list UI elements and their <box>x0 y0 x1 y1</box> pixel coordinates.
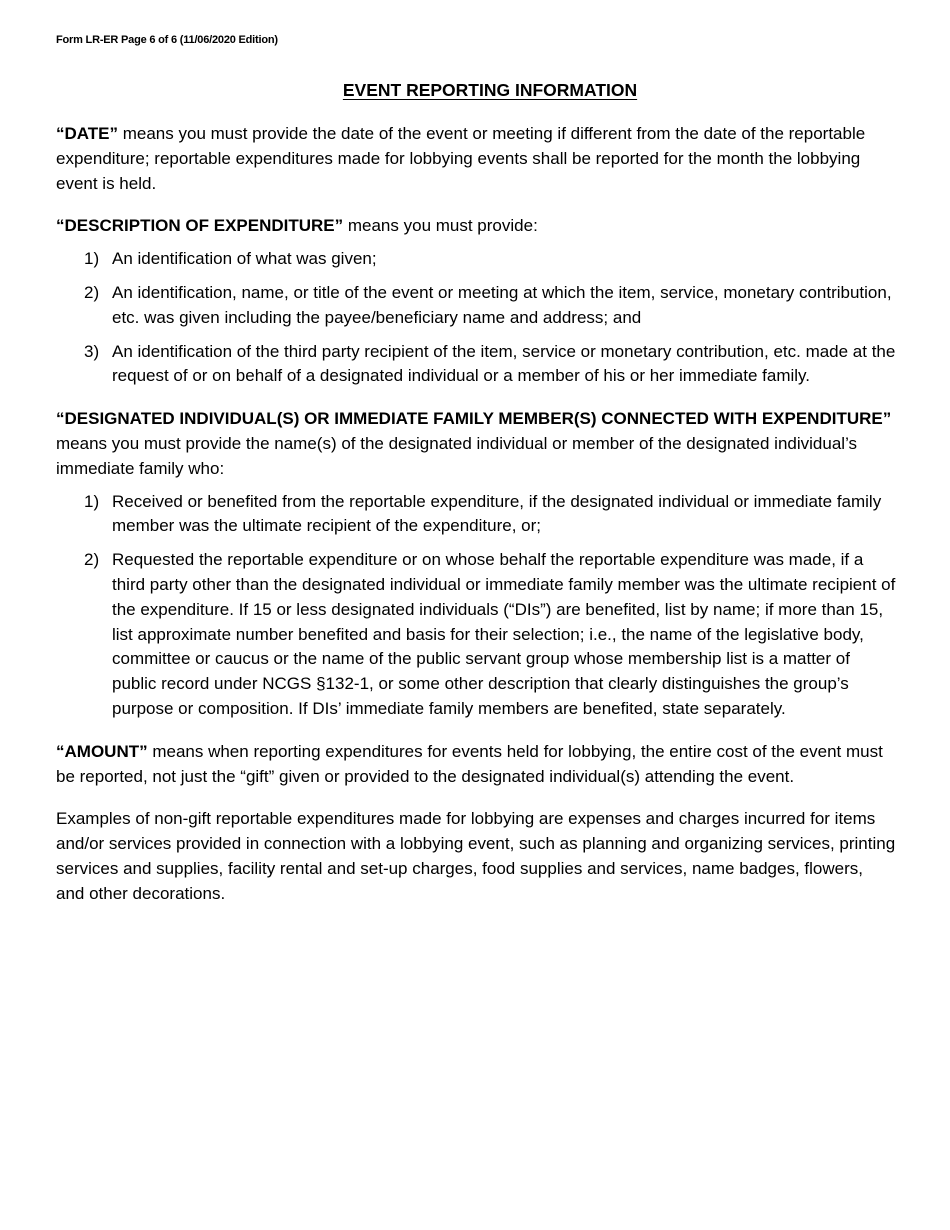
date-definition <box>56 122 896 196</box>
description-text: means you must provide: <box>343 216 538 236</box>
date-text: means you must provide the date of the event or meeting if different from the date of the reportable expenditure; reportable expenditures made for lobbying events shall be reported for the month the lobbying event is held. <box>56 124 866 193</box>
list-text: Received or benefited from the reportable expenditure, if the designated individual or immediate family member was the ultimate recipient of the expenditure, or; <box>112 491 882 536</box>
amount-definition <box>56 740 896 790</box>
amount-text: means when reporting expenditures for events held for lobbying, the entire cost of the event must be reported, not just the “gift” given or provided to the designated individual(s) attending the event. <box>56 741 883 786</box>
list-text: An identification, name, or title of the event or meeting at which the item, service, monetary contribution, etc. was given including the payee/beneficiary name and address; and <box>112 282 892 327</box>
list-text: An identification of the third party recipient of the item, service or monetary contribution, etc. made at the request of or on behalf of a designated individual or a member of his or her immediate family. <box>112 341 896 386</box>
list-number: 2) <box>84 282 100 302</box>
list-text: Requested the reportable expenditure or on whose behalf the reportable expenditure was made, if a third party other than the designated individual or immediate family member was the ultimate recipient of the expenditure. If 15 or less designated individuals (“DIs”) are benefited, list by name; if more than 15, list approximate number benefited and basis for their selection; i.e., the name of the legislative body, committee or caucus or the name of the public servant group whose membership list is a matter of public record under NCGS §132-1, or some other description that clearly distinguishes the group’s purpose or composition. If DIs’ immediate family members are benefited, state separately. <box>112 550 896 718</box>
designated-definition <box>56 407 896 481</box>
description-list <box>56 247 896 389</box>
designated-list <box>56 490 896 722</box>
date-term: “DATE” <box>56 124 119 143</box>
designated-text: means you must provide the name(s) of the designated individual or member of the designated individual’s immediate family who: <box>56 433 858 478</box>
designated-term: “DESIGNATED INDIVIDUAL(S) OR IMMEDIATE FAMILY MEMBER(S) CONNECTED WITH EXPENDITURE” <box>56 409 892 429</box>
description-term: “DESCRIPTION OF EXPENDITURE” <box>56 216 344 236</box>
list-item <box>56 281 896 331</box>
list-number: 1) <box>84 491 100 511</box>
list-text: An identification of what was given; <box>112 249 377 269</box>
form-identifier: Form LR-ER Page 6 of 6 (11/06/2020 Edition) <box>56 34 278 46</box>
amount-term: “AMOUNT” <box>56 741 148 761</box>
list-item <box>56 247 896 272</box>
examples-paragraph: Examples of non-gift reportable expenditures made for lobbying are expenses and charges incurred for items and/or services provided in connection with a lobbying event, such as planning and organizing services, printing services and supplies, facility rental and set-up charges, food supplies and services, name badges, flowers, and other decorations. <box>56 809 896 903</box>
document-body <box>56 122 896 925</box>
page-title: EVENT REPORTING INFORMATION <box>342 80 638 100</box>
list-number: 2) <box>84 550 100 570</box>
list-item <box>56 490 896 540</box>
list-number: 1) <box>84 249 100 269</box>
list-number: 3) <box>84 341 100 361</box>
list-item <box>56 340 896 390</box>
description-definition <box>56 214 896 239</box>
list-item <box>56 548 896 722</box>
